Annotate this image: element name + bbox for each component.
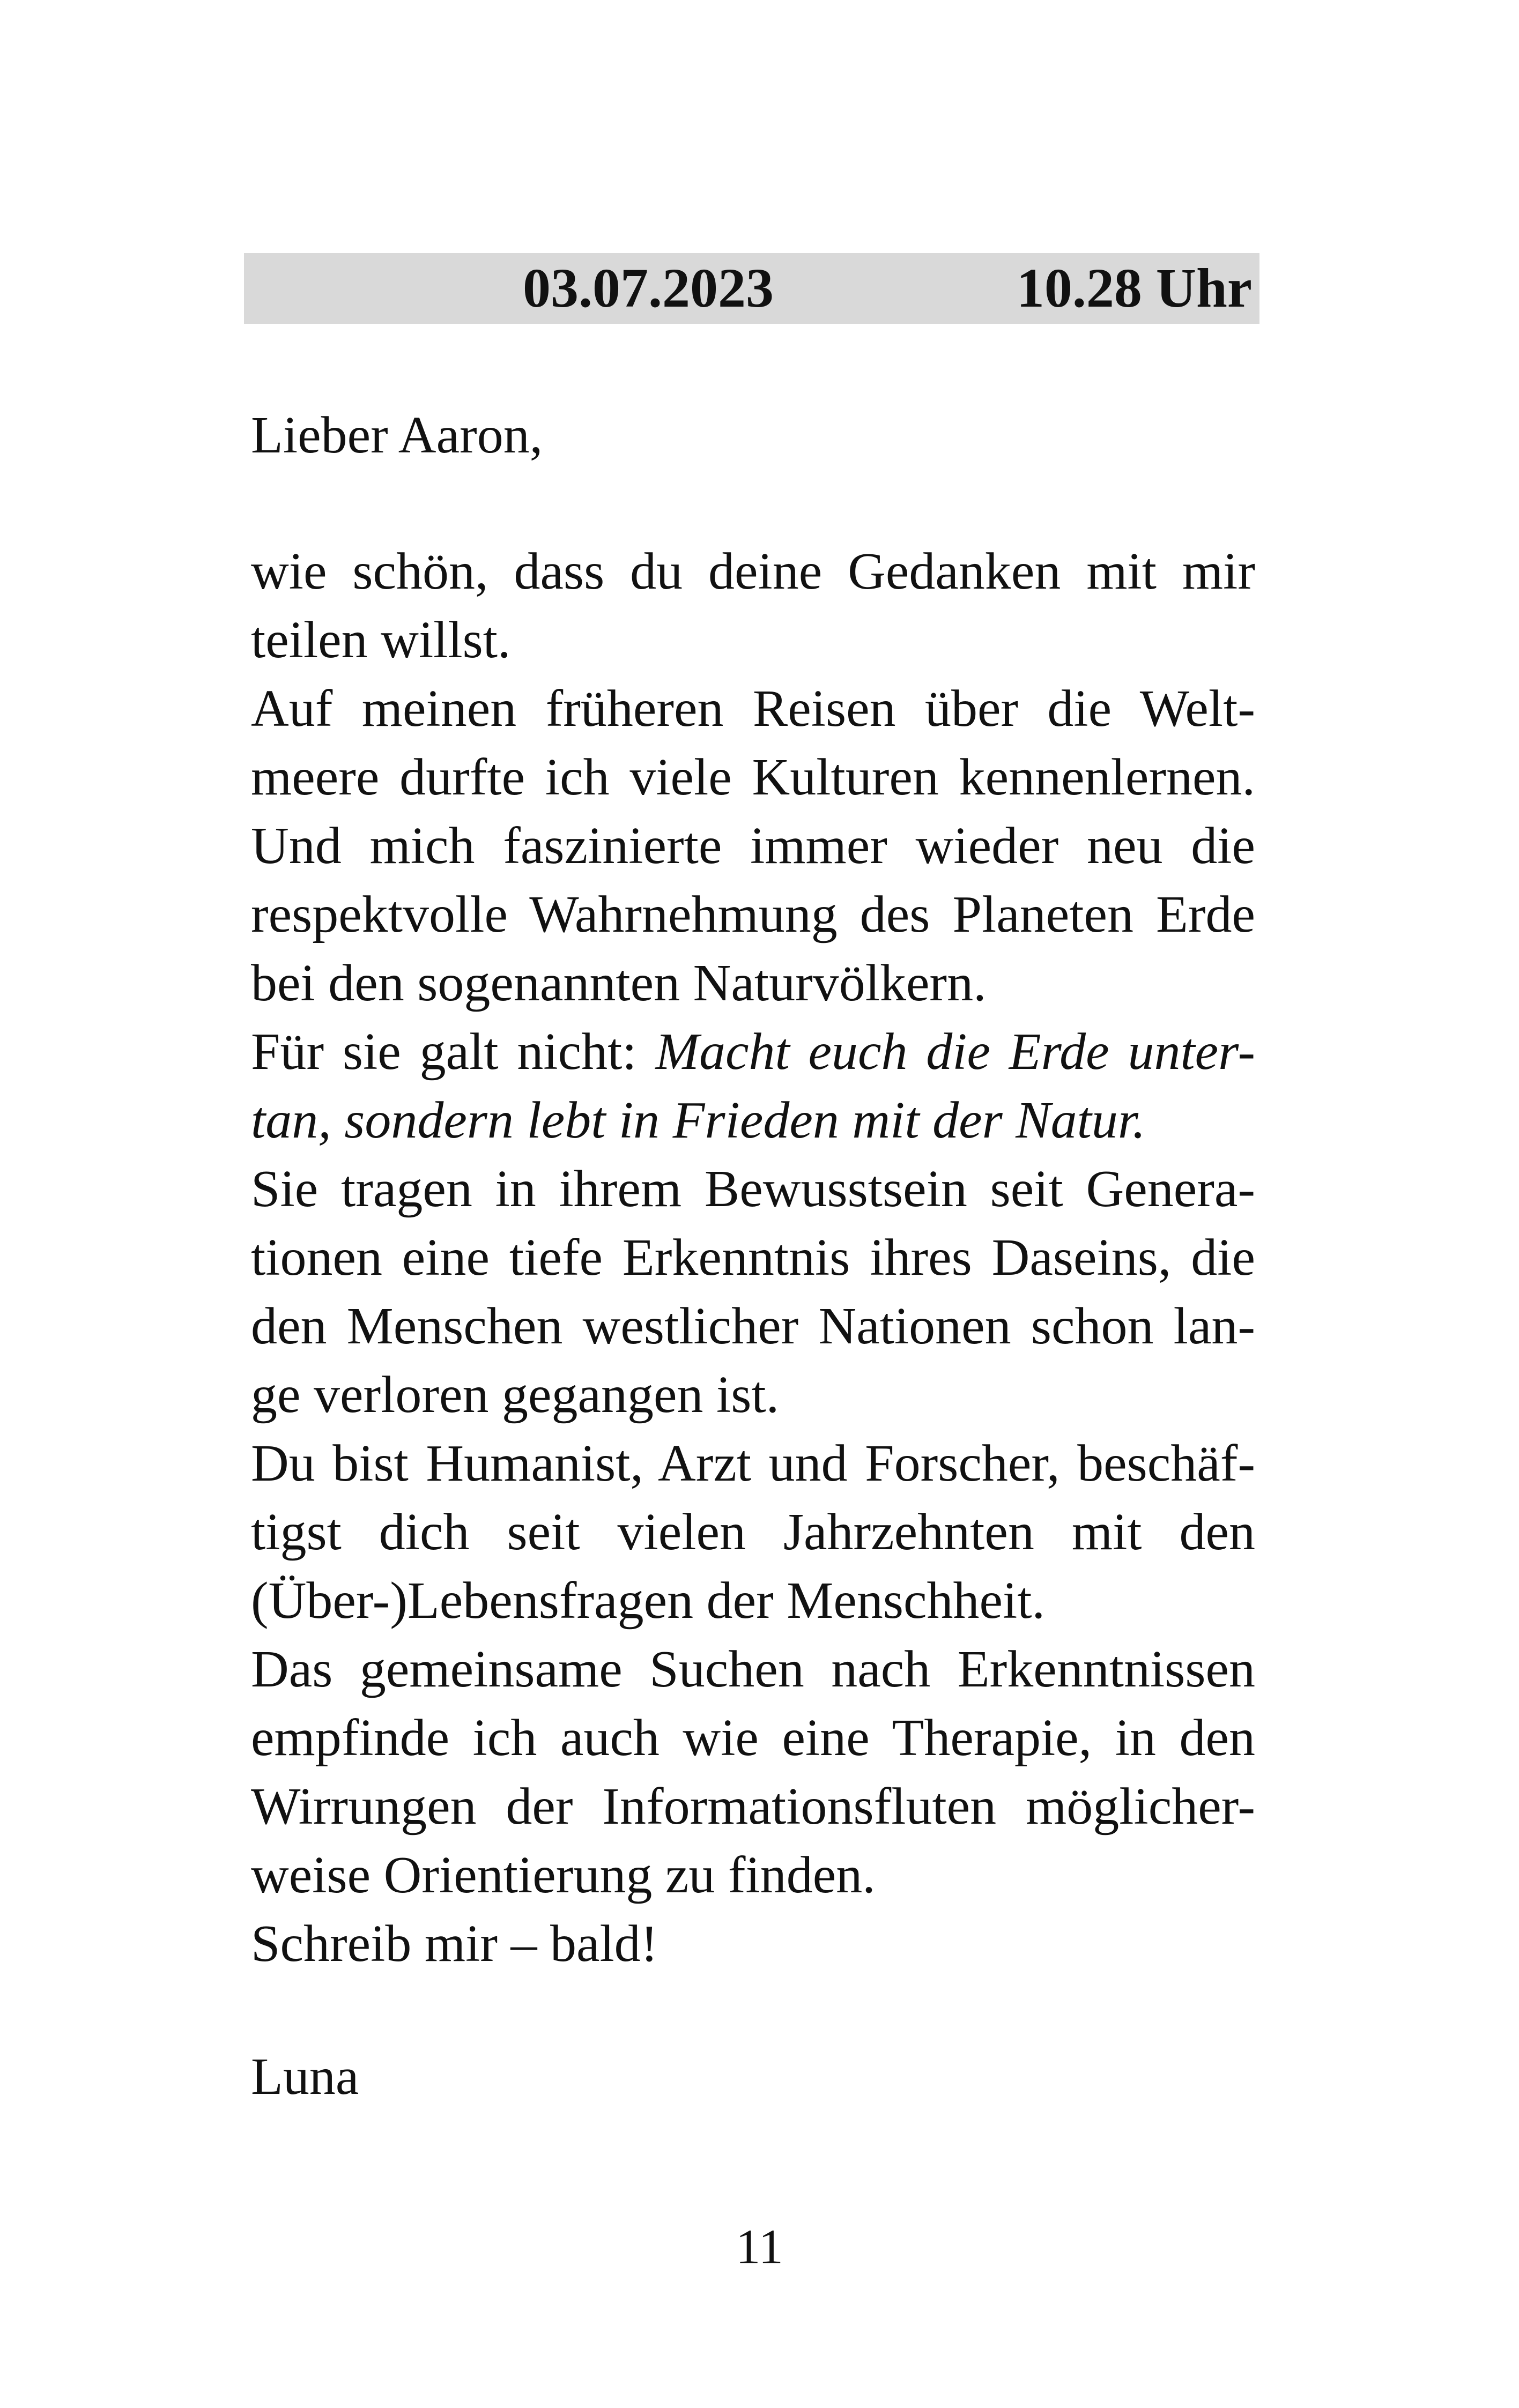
letter-time: 10.28 Uhr	[1016, 257, 1252, 319]
letter-date: 03.07.2023	[523, 257, 774, 319]
body-line: Wirrungen der Informationsfluten möglicher-	[251, 1778, 1255, 1835]
body-line: teilen willst.	[251, 611, 511, 669]
body-line: den Menschen westlicher Nationen schon lan-	[251, 1297, 1255, 1355]
body-line: Das gemeinsame Suchen nach Erkenntnissen	[251, 1640, 1255, 1698]
date-header-bar	[244, 253, 1259, 324]
body-line: respektvolle Wahrnehmung des Planeten Erde	[251, 886, 1255, 943]
body-line: weise Orientierung zu finden.	[251, 1846, 876, 1904]
body-line-italic: tan, sondern lebt in Frieden mit der Natur.	[251, 1091, 1146, 1149]
letter-body	[251, 537, 1255, 1978]
body-line-italic-part: Macht euch die Erde unter-	[655, 1023, 1255, 1081]
body-line: bei den sogenannten Naturvölkern.	[251, 954, 987, 1012]
body-line-mixed	[251, 1017, 1255, 1086]
body-line: Schreib mir – bald!	[251, 1915, 658, 1973]
body-line: empfinde ich auch wie eine Therapie, in den	[251, 1709, 1255, 1767]
body-line: wie schön, dass du deine Gedanken mit mir	[251, 542, 1255, 600]
body-line: ge verloren gegangen ist.	[251, 1366, 780, 1424]
body-line: tionen eine tiefe Erkenntnis ihres Daseins, die	[251, 1229, 1255, 1287]
body-line: meere durfte ich viele Kulturen kennenlernen.	[251, 748, 1255, 806]
body-line: Du bist Humanist, Arzt und Forscher, beschäf-	[251, 1435, 1255, 1492]
body-line: Sie tragen in ihrem Bewusstsein seit Genera-	[251, 1160, 1255, 1218]
body-line: Auf meinen früheren Reisen über die Welt-	[251, 680, 1255, 738]
letter-salutation-block	[251, 401, 1255, 470]
letter-signature-block	[251, 2042, 1255, 2111]
salutation: Lieber Aaron,	[251, 406, 543, 464]
body-line: Und mich faszinierte immer wieder neu die	[251, 817, 1255, 875]
body-line: (Über-)Lebensfragen der Menschheit.	[251, 1572, 1045, 1630]
body-line-roman-part: Für sie galt nicht:	[251, 1023, 656, 1081]
page-number: 11	[736, 2219, 783, 2274]
signature: Luna	[251, 2048, 359, 2106]
body-line: tigst dich seit vielen Jahrzehnten mit den	[251, 1503, 1255, 1561]
